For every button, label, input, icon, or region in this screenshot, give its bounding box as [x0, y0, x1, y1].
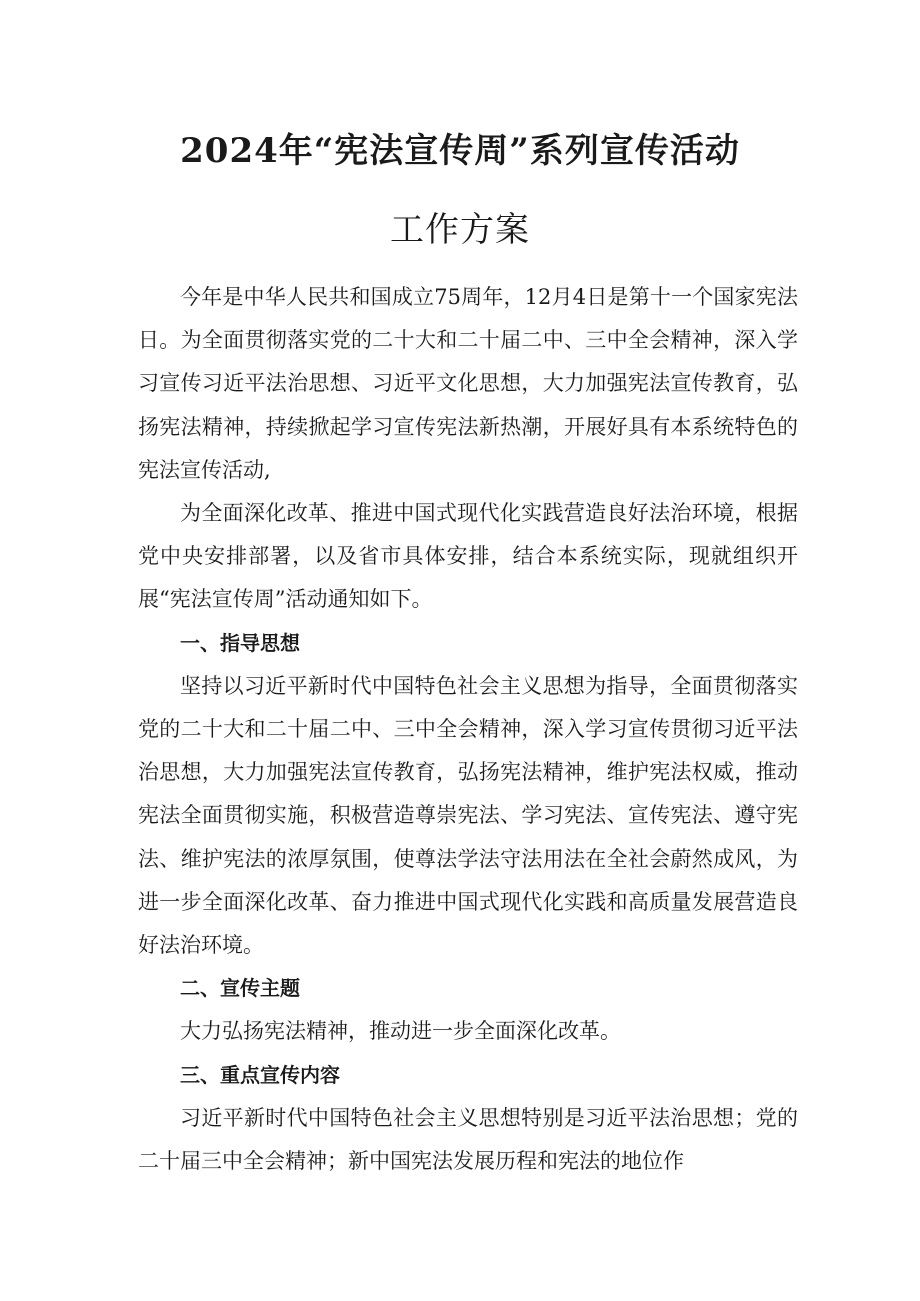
section-2-text: 大力弘扬宪法精神，推动进一步全面深化改革。	[180, 1019, 621, 1044]
section-1-heading: 一、指导思想	[180, 630, 300, 655]
document-title-line-2: 工作方案	[390, 210, 530, 250]
section-1-text: 坚持以习近平新时代中国特色社会主义思想为指导，全面贯彻落实党的二十大和二十届二中、三中全会精神，深入学习宣传贯彻习近平法治思想，大力加强宪法宣传教育，弘扬宪法精神，维护宪法权威，推动宪法全面贯彻实施，积极营造尊崇宪法、学习宪法、宣传宪法、遵守宪法、维护宪法的浓厚氛围，使尊法学法守法用法在全社会蔚然成风，为进一步全面深化改革、奋力推进中国式现代化实践和高质量发展营造良好法治环境。	[138, 673, 798, 958]
document-title-line-1: 2024年“宪法宣传周”系列宣传活动	[180, 131, 740, 171]
section-3-text: 习近平新时代中国特色社会主义思想特别是习近平法治思想；党的二十届三中全会精神；新中国宪法发展历程和宪法的地位作	[138, 1105, 798, 1174]
section-3-heading: 三、重点宣传内容	[180, 1062, 340, 1087]
document-body	[138, 276, 798, 1183]
intro-paragraph-1: 今年是中华人民共和国成立75周年，12月4日是第十一个国家宪法日。为全面贯彻落实党的二十大和二十届二中、三中全会精神，深入学习宣传习近平法治思想、习近平文化思想，大力加强宪法宣传教育，弘扬宪法精神，持续掀起学习宣传宪法新热潮，开展好具有本系统特色的宪法宣传活动,	[138, 285, 798, 482]
section-2-heading: 二、宣传主题	[180, 976, 300, 1001]
intro-paragraph-2: 为全面深化改革、推进中国式现代化实践营造良好法治环境，根据党中央安排部署，以及省市具体安排，结合本系统实际，现就组织开展“宪法宣传周”活动通知如下。	[138, 501, 798, 612]
